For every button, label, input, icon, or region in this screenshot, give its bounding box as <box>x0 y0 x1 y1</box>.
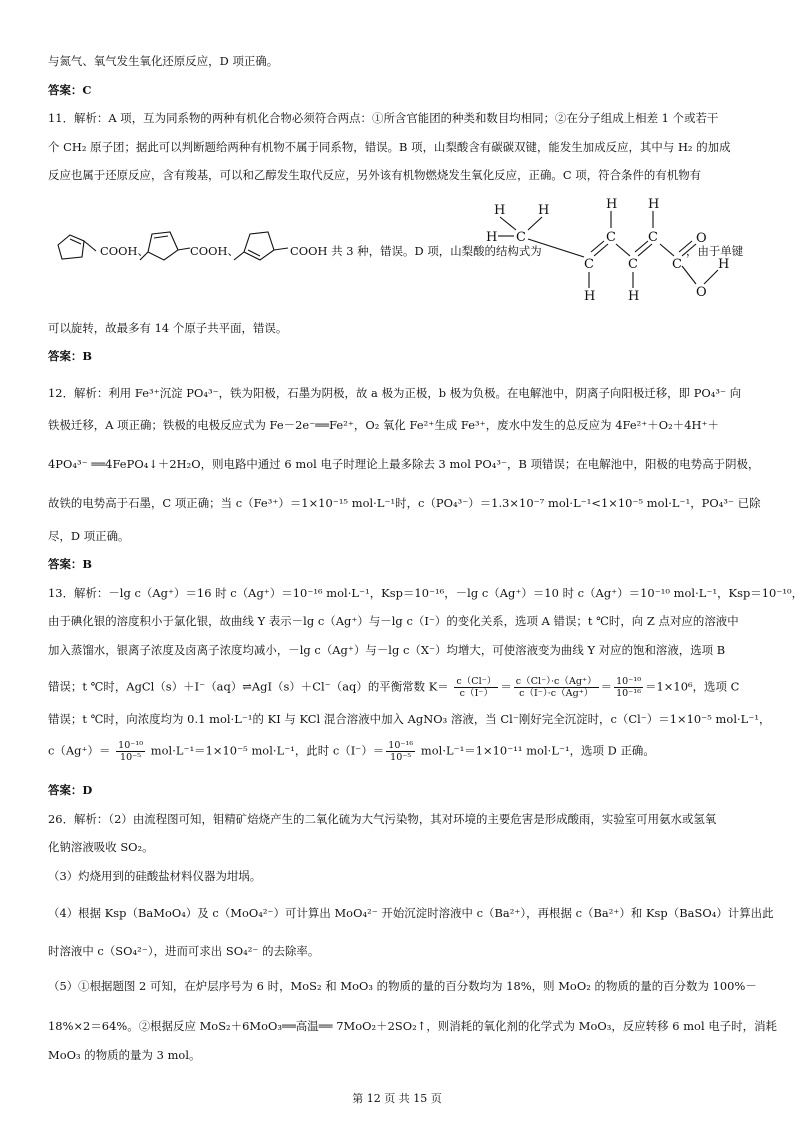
atom-label: O <box>696 285 707 300</box>
atom-label: H <box>494 203 506 218</box>
text-line: 反应也属于还原反应，含有羧基，可以和乙醇发生取代反应，另外该有机物燃烧发生氧化反应，正确。C 项，符合条件的有机物有 <box>48 168 702 182</box>
atom-label: H <box>718 257 730 272</box>
sorbic-acid-structure <box>478 192 730 308</box>
text-line: （4）根据 Ksp（BaMoO₄）及 c（MoO₄²⁻）可计算出 MoO₄²⁻ 开始沉淀时溶液中 c（Ba²⁺），再根据 c（Ba²⁺）和 Ksp（BaSO₄）计算出此 <box>48 906 774 920</box>
fraction <box>614 676 643 699</box>
text-line: 4PO₄³⁻ ══4FePO₄↓＋2H₂O，则电路中通过 6 mol 电子时理论上最多除去 3 mol PO₄³⁻，B 项错误；在电解池中，阳极的电势高于阴极， <box>48 457 760 471</box>
text-line: 时溶液中 c（SO₄²⁻），进而可求出 SO₄²⁻ 的去除率。 <box>48 944 320 958</box>
text-fragment: ＝1×10⁶，选项 C <box>645 679 740 694</box>
atom-label: H <box>584 289 596 304</box>
text-line: （5）①根据题图 2 可知，在炉层序号为 6 时，MoS₂ 和 MoO₃ 的物质的量的百分数均为 18%，则 MoO₂ 的物质的量的百分数为 100%－ <box>48 979 757 993</box>
text-fragment: ，由于单键 <box>686 244 744 258</box>
text-line: 加入蒸馏水，银离子浓度及卤离子浓度均减小，－lg c（Ag⁺）与－lg c（X⁻）均增大，可使溶液变为曲线 Y 对应的饱和溶液，选项 B <box>48 643 726 657</box>
atom-label: H <box>606 197 618 212</box>
numerator: c（Cl⁻）·c（Ag⁺） <box>515 676 597 687</box>
fraction <box>514 676 599 699</box>
text-line: 个 CH₂ 原子团；据此可以判断题给两种有机物不属于同系物，错误。B 项，山梨酸含有碳碳双键，能发生加成反应，其中与 H₂ 的加成 <box>48 140 731 154</box>
cyclopentene-structure-2 <box>134 222 194 268</box>
denominator: c（I⁻）·c（Ag⁺） <box>519 688 594 699</box>
answer-line: 答案：D <box>48 783 93 797</box>
text-fragment: c（Ag⁺）＝ <box>48 743 111 758</box>
atom-label: C <box>648 230 658 245</box>
text-line: 可以旋转，故最多有 14 个原子共平面，错误。 <box>48 321 288 335</box>
numerator: c（Cl⁻） <box>456 676 497 687</box>
denominator: 10⁻⁵ <box>390 752 412 763</box>
fraction <box>386 740 415 763</box>
denominator: c（I⁻） <box>459 688 494 699</box>
text-fragment: COOH 共 3 种，错误。D 项，山梨酸的结构式为 <box>290 244 542 258</box>
text-line: 与氮气、氧气发生氧化还原反应，D 项正确。 <box>48 54 279 68</box>
text-line: 13．解析：－lg c（Ag⁺）＝16 时 c（Ag⁺）＝10⁻¹⁶ mol·L⁻¹，Ksp＝10⁻¹⁶，－lg c（Ag⁺）＝10 时 c（Ag⁺）＝10⁻¹⁰ mol·L⁻¹，Ksp＝10⁻¹⁰， <box>48 586 803 600</box>
text-fragment: COOH、 <box>190 244 239 258</box>
text-line: 26．解析：（2）由流程图可知，钼精矿焙烧产生的二氧化硫为大气污染物，其对环境的主要危害是形成酸雨，实验室可用氨水或氢氧 <box>48 812 717 826</box>
atom-label: C <box>606 230 616 245</box>
atom-label: C <box>628 257 638 272</box>
atom-label: C <box>584 257 594 272</box>
fraction <box>116 740 145 763</box>
text-fragment: mol·L⁻¹＝1×10⁻⁵ mol·L⁻¹，此时 c（I⁻）＝ <box>147 743 385 758</box>
atom-label: C <box>672 257 682 272</box>
numerator: 10⁻¹⁰ <box>118 740 144 751</box>
text-line: 故铁的电势高于石墨，C 项正确；当 c（Fe³⁺）＝1×10⁻¹⁵ mol·L⁻¹时，c（PO₄³⁻）＝1.3×10⁻⁷ mol·L⁻¹<1×10⁻⁵ mol·L⁻¹，PO₄³⁻ 已除 <box>48 496 761 510</box>
text-fragment: 错误；t ℃时，AgCl（s）＋I⁻（aq）⇌AgI（s）＋Cl⁻（aq）的平衡常数 K＝ <box>48 679 449 694</box>
text-line: 铁极迁移，A 项正确；铁极的电极反应式为 Fe－2e⁻══Fe²⁺，O₂ 氧化 Fe²⁺生成 Fe³⁺，废水中发生的总反应为 4Fe²⁺＋O₂＋4H⁺＋ <box>48 418 719 432</box>
text-line: 错误；t ℃时，向浓度均为 0.1 mol·L⁻¹的 KI 与 KCl 混合溶液中加入 AgNO₃ 溶液，当 Cl⁻刚好完全沉淀时，c（Cl⁻）＝1×10⁻⁵ mol·L⁻¹， <box>48 712 771 726</box>
text-line: 化钠溶液吸收 SO₂。 <box>48 840 154 854</box>
atom-label: C <box>516 230 526 245</box>
text-line: （3）灼烧用到的硅酸盐材料仪器为坩埚。 <box>48 869 262 883</box>
text-line: 11．解析：A 项，互为同系物的两种有机化合物必须符合两点：①所含官能团的种类和数目均相同；②在分子组成上相差 1 个或若干 <box>48 111 719 125</box>
denominator: 10⁻⁵ <box>120 752 142 763</box>
cyclopentene-structure-3 <box>230 222 292 268</box>
answer-line: 答案：B <box>48 349 92 363</box>
page-footer: 第 12 页 共 15 页 <box>352 1092 442 1105</box>
denominator: 10⁻¹⁶ <box>616 688 642 699</box>
numerator: 10⁻¹⁶ <box>388 740 414 751</box>
answer-line: 答案：C <box>48 83 92 97</box>
text-line: 由于碘化银的溶度积小于氯化银，故曲线 Y 表示－lg c（Ag⁺）与－lg c（I⁻）的变化关系，选项 A 错误；t ℃时，向 Z 点对应的溶液中 <box>48 614 739 628</box>
atom-label: H <box>538 203 550 218</box>
text-line: 尽，D 项正确。 <box>48 529 130 543</box>
equation-line: 错误；t ℃时，AgCl（s）＋I⁻（aq）⇌AgI（s）＋Cl⁻（aq）的平衡常数 K＝ $\frac{c(Cl^-)}{c(I^-)}$ ＝ $\frac{c(Cl^-)\cdot c(Ag^+)}{c(I^-)\cdot c(Ag^+)}$ ＝ $\frac{\text{10⁻¹⁰}}{\text{10⁻¹⁶}}$ ＝1×10⁶，选项 C <box>48 676 740 699</box>
equation-line <box>48 740 748 763</box>
answer-line: 答案：B <box>48 557 92 571</box>
atom-label: H <box>628 289 640 304</box>
atom-label: H <box>486 230 498 245</box>
text-line: 12．解析：利用 Fe³⁺沉淀 PO₄³⁻，铁为阳极，石墨为阴极，故 a 极为正极，b 极为负极。在电解池中，阴离子向阳极迁移，即 PO₄³⁻ 向 <box>48 386 742 400</box>
text-line: 18%×2＝64%。②根据反应 MoS₂＋6MoO₃══高温══ 7MoO₂＋2SO₂↑，则消耗的氧化剂的化学式为 MoO₃，反应转移 6 mol 电子时，消耗 <box>48 1019 777 1033</box>
atom-label: O <box>696 231 707 246</box>
text-fragment: COOH、 <box>100 244 149 258</box>
fraction <box>454 676 498 699</box>
numerator: 10⁻¹⁰ <box>616 676 642 687</box>
atom-label: H <box>648 197 660 212</box>
text-line: MoO₃ 的物质的量为 3 mol。 <box>48 1048 201 1062</box>
text-fragment: mol·L⁻¹＝1×10⁻¹¹ mol·L⁻¹，选项 D 正确。 <box>417 743 655 758</box>
